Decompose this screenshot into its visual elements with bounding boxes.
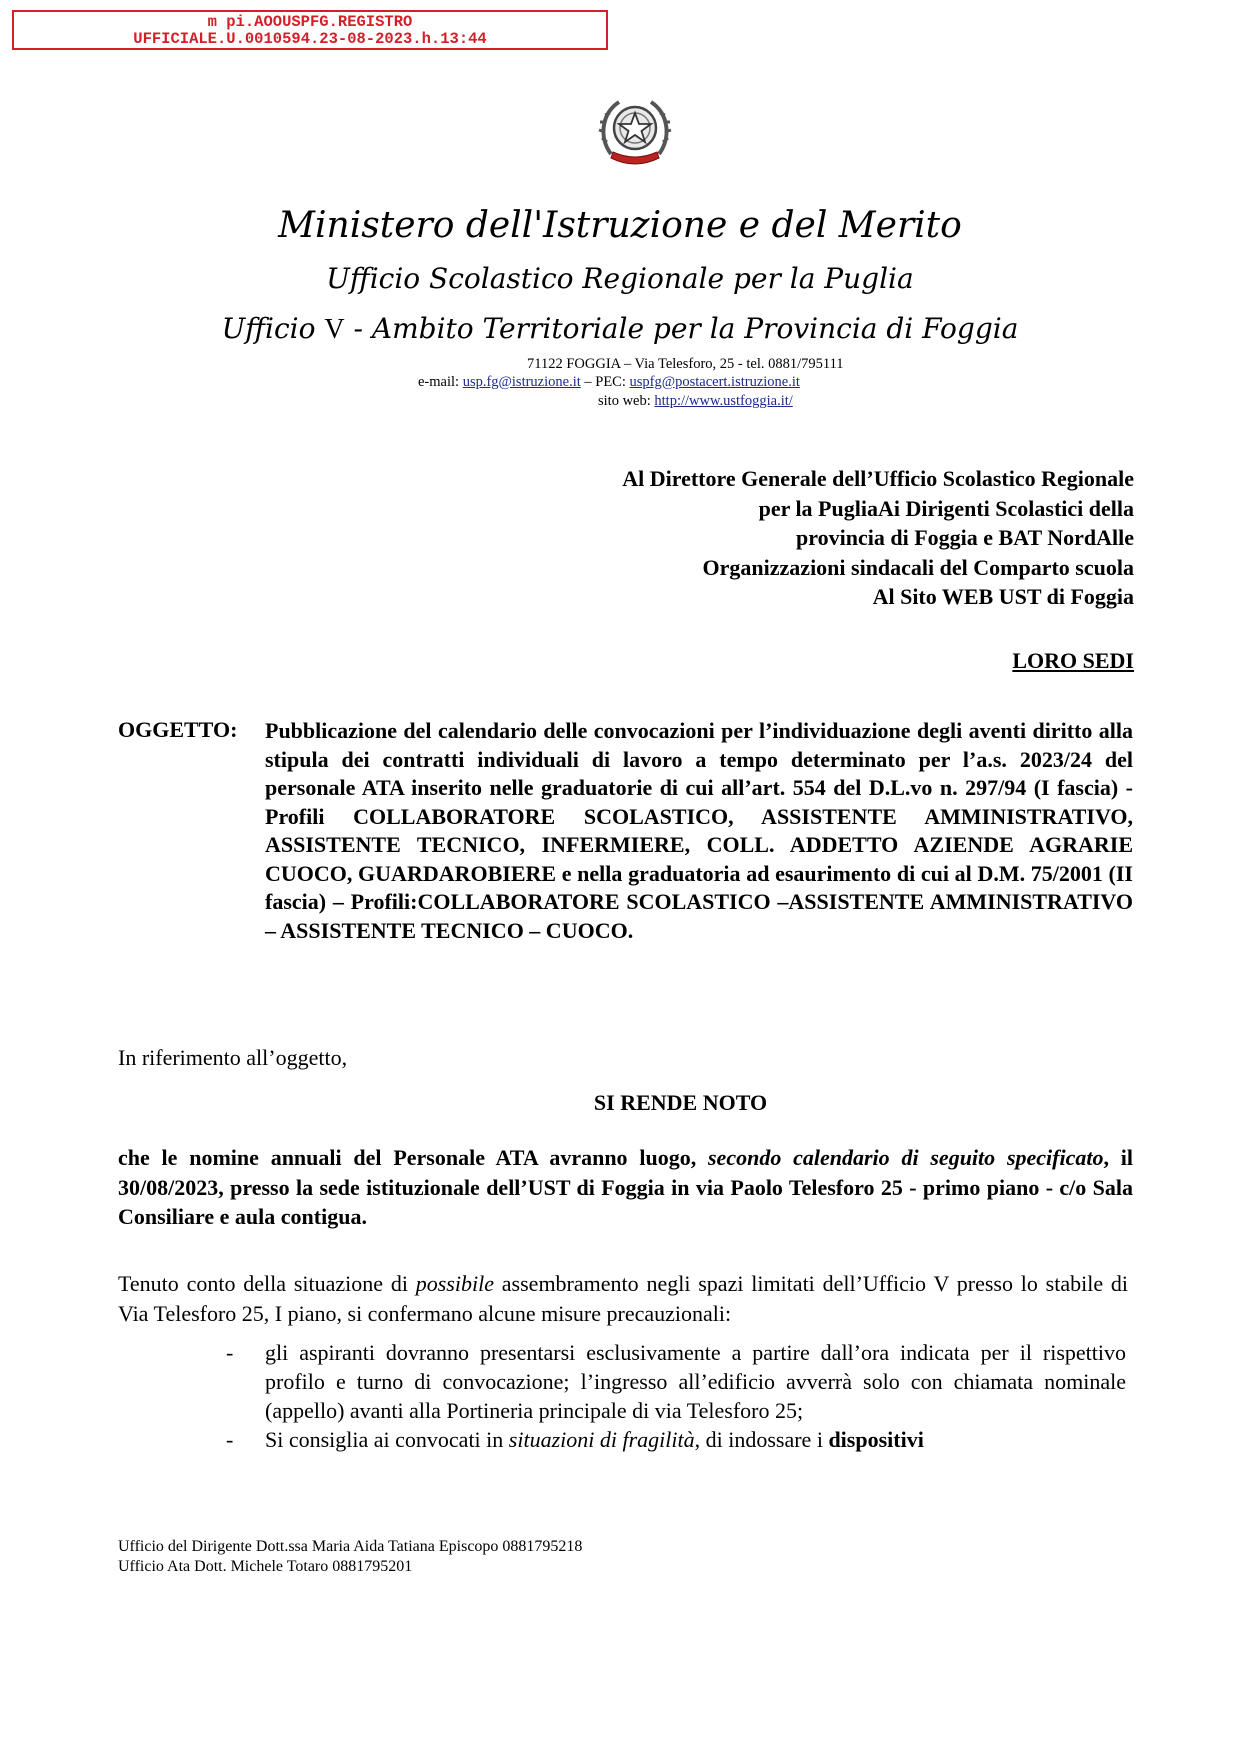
list-item [226, 1425, 1126, 1454]
addressee-line: per la PugliaAi Dirigenti Scolastici della [758, 495, 1134, 521]
precautions-text-end: assembramento negli spazi limitati dell’Ufficio V presso lo stabile di Via Telesforo 25, I piano, si confermano alcune misure precauzionali: [118, 1271, 1129, 1326]
protocol-stamp-line1: m pi.AOOUSPFG.REGISTRO [207, 13, 413, 31]
addressee-line: Organizzazioni sindacali del Comparto scuola [702, 554, 1134, 580]
bullet-text-start: Si consiglia ai convocati in [265, 1427, 504, 1452]
appointments-text-start: che le nomine annuali del Personale ATA avranno luogo, [118, 1145, 697, 1170]
email-link[interactable]: usp.fg@istruzione.it [462, 374, 581, 390]
list-item [226, 1338, 1126, 1425]
precautions-text-italic: possibile [415, 1271, 494, 1296]
pec-link[interactable]: uspfg@postacert.istruzione.it [629, 374, 800, 390]
office-number: V [324, 314, 345, 345]
appointments-paragraph [118, 1143, 1133, 1232]
protocol-stamp [12, 10, 608, 50]
reference-paragraph: In riferimento all’oggetto, [118, 1045, 348, 1070]
office-address: 71122 FOGGIA – Via Telesforo, 25 - tel. 0881/795111 [527, 356, 844, 372]
addressee-line: provincia di Foggia e BAT NordAlle [796, 525, 1134, 550]
bullet-text-bold: dispositivi [828, 1427, 924, 1452]
addressee-line: Al Sito WEB UST di Foggia [872, 584, 1134, 609]
bullet-text-mid: , di indossare i [694, 1427, 823, 1452]
addressee-line: Al Direttore Generale dell’Ufficio Scolastico Regionale [622, 466, 1134, 491]
bullet-text-italic: situazioni di fragilità [508, 1427, 695, 1452]
precautions-paragraph [118, 1269, 1128, 1328]
website-link[interactable]: http://www.ustfoggia.it/ [654, 393, 793, 409]
bullet-marker: - [226, 1340, 234, 1365]
protocol-stamp-line2: UFFICIALE.U.0010594.23-08-2023.h.13:44 [133, 30, 487, 48]
office-prefix: Ufficio [221, 312, 316, 345]
pec-label: – PEC: [584, 374, 626, 390]
appointments-text-italic: secondo calendario di seguito specificato [708, 1145, 1104, 1170]
addressee-block [622, 464, 1134, 612]
office-email-line [418, 374, 800, 391]
subject-text: Pubblicazione del calendario delle convocazioni per l’individuazione degli aventi diritto alla stipula dei contratti individuali di lavoro a tempo determinato per l’a.s. 2023/24 del personale ATA inserito nelle graduatorie di cui all’art. 554 del D.L.vo n. 297/94 (I fascia) - Profili COLLABORATORE SCOLASTICO, ASSISTENTE AMMINISTRATIVO, ASSISTENTE TECNICO, INFERMIERE, COLL. ADDETTO AZIENDE AGRARIE CUOCO, GUARDAROBIERE e nella graduatoria ad esaurimento di cui al D.M. 75/2001 (II fascia) – Profili:COLLABORATORE SCOLASTICO –ASSISTENTE AMMINISTRATIVO – ASSISTENTE TECNICO – CUOCO. [265, 718, 1133, 943]
office-suffix: - Ambito Territoriale per la Provincia di Foggia [353, 312, 1019, 345]
subject-label: OGGETTO: [118, 717, 238, 742]
appointments-text-end: , il 30/08/2023, presso la sede istituzionale dell’UST di Foggia in via Paolo Telesforo 25 - primo piano - c/o Sala Consiliare e aula contigua. [118, 1145, 1134, 1229]
territorial-office-name [200, 312, 1040, 346]
footer-line: Ufficio del Dirigente Dott.ssa Maria Aida Tatiana Episcopo 0881795218 [118, 1538, 583, 1555]
loro-sedi: LORO SEDI [1012, 648, 1134, 673]
bullet-text: gli aspiranti dovranno presentarsi esclusivamente a partire dall’ora indicata per il rispettivo profilo e turno di convocazione; l’ingresso all’edificio avverrà solo con chiamata nominale (appello) avanti alla Portineria principale di via Telesforo 25; [265, 1340, 1126, 1423]
website-label: sito web: [598, 393, 651, 409]
footer-contacts [118, 1537, 582, 1577]
bullet-marker: - [226, 1427, 234, 1452]
precautions-text-start: Tenuto conto della situazione di [118, 1271, 408, 1296]
italian-republic-emblem-icon [597, 92, 673, 170]
precautions-list [226, 1338, 1126, 1454]
email-label: e-mail: [418, 374, 460, 390]
si-rende-noto-heading: SI RENDE NOTO [593, 1090, 768, 1115]
office-website-line [598, 393, 793, 410]
ministry-name: Ministero dell'Istruzione e del Merito [278, 205, 962, 246]
footer-line: Ufficio Ata Dott. Michele Totaro 0881795201 [118, 1558, 413, 1575]
regional-office-name: Ufficio Scolastico Regionale per la Puglia [326, 262, 914, 295]
